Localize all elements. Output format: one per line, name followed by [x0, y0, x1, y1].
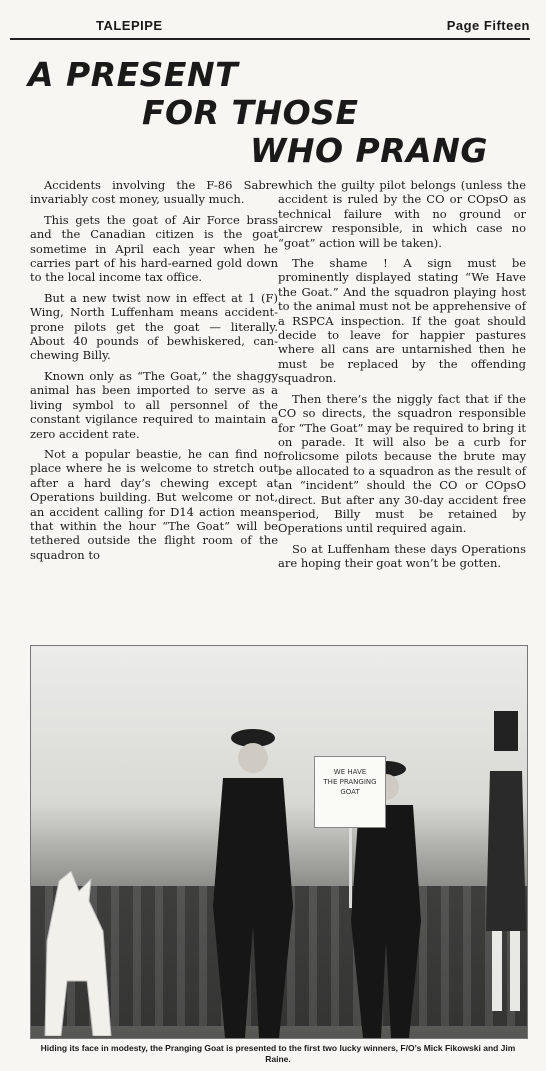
- sign-text: THE PRANGING: [323, 778, 377, 786]
- headline-line-1: A PRESENT: [28, 55, 239, 94]
- paragraph: Known only as “The Goat,” the shaggy animal has been imported to serve as a living symbol to all personnel of the constant vigilance required to maintain a zero accident rate.: [30, 368, 278, 441]
- photo-goat: [41, 871, 116, 1036]
- sign-text: GOAT: [340, 788, 360, 796]
- sign-text: WE HAVE: [333, 768, 367, 776]
- article-photo: [30, 645, 528, 1039]
- paragraph: which the guilty pilot belongs (unless the accident is ruled by the CO or COpsO as technical failure with no ground or aircrew responsible, in which case no “goat” action will be taken).: [278, 178, 526, 250]
- paragraph: The shame ! A sign must be prominently displayed stating “We Have the Goat.” And the squadron playing host to the animal must not be apprehensive of a RSPCA inspection. If the goat should decide to leave for happier pastures where all cans are untarnished then he must be replaced by the offending squadron.: [278, 256, 526, 386]
- paragraph: Not a popular beastie, he can find no place where he is welcome to stretch out after a hard day’s chewing except at Operations building. But welcome or not, an accident calling for D14 action means that within the hour “The Goat” will be tethered outside the flight room of the squadron to: [30, 446, 278, 562]
- photo-caption: Hiding its face in modesty, the Pranging Goat is presented to the first two lucky winners, F/O’s Mick Fikowski and Jim Raine.: [40, 1043, 516, 1064]
- paragraph: But a new twist now in effect at 1 (F) Wing, North Luffenham means accident-prone pilots get the goat — literally. About 40 pounds of bewhiskered, can-chewing Billy.: [30, 290, 278, 363]
- article-headline: [20, 56, 526, 168]
- paragraph: Accidents involving the F-86 Sabre invariably cost money, usually much.: [30, 178, 278, 207]
- paragraph: So at Luffenham these days Operations are hoping their goat won’t be gotten.: [278, 541, 526, 571]
- headline-line-2: FOR THOSE: [142, 93, 359, 132]
- publication-name: TALEPIPE: [96, 18, 163, 33]
- headline-line-3: WHO PRANG: [250, 131, 488, 170]
- photo-piper: [486, 711, 526, 1011]
- article-column-right: [278, 178, 526, 577]
- page-header: [10, 14, 530, 40]
- paragraph: This gets the goat of Air Force brass and the Canadian citizen is the goat sometime in April each year when he carries part of his hard-earned gold down to the local income tax office.: [30, 212, 278, 285]
- photo-officer-left: [201, 716, 301, 1038]
- page-number: Page Fifteen: [446, 18, 530, 33]
- article-column-left: [30, 178, 278, 568]
- sign-stick: [349, 828, 352, 908]
- photo-sign: [314, 756, 386, 828]
- paragraph: Then there’s the niggly fact that if the CO so directs, the squadron responsible for “The Goat” may be required to bring it on parade. It will also be a curb for frolicsome pilots because the brute may be allocated to a squadron as the result of an “incident” should the CO or COpsO direct. But after any 30-day accident free period, Billy must be retained by Operations until required again.: [278, 391, 526, 536]
